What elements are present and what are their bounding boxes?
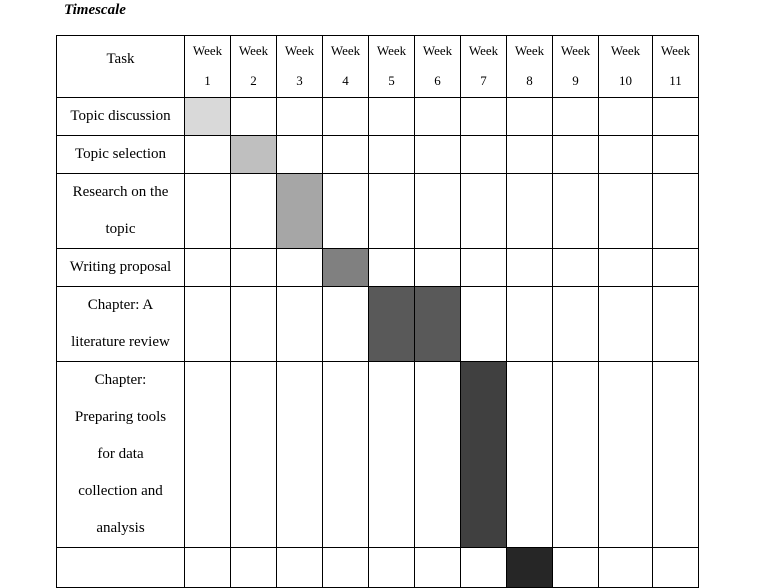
empty-week-cell bbox=[415, 362, 461, 548]
empty-week-cell bbox=[461, 136, 507, 174]
gantt-bar-cell bbox=[277, 174, 323, 249]
task-row bbox=[57, 287, 699, 362]
task-row bbox=[57, 136, 699, 174]
empty-week-cell bbox=[507, 136, 553, 174]
empty-week-cell bbox=[553, 249, 599, 287]
gantt-bar-cell bbox=[507, 548, 553, 588]
gantt-table bbox=[56, 35, 699, 588]
empty-week-cell bbox=[507, 174, 553, 249]
week-8-header bbox=[507, 36, 553, 98]
task-row bbox=[57, 98, 699, 136]
task-name-cell bbox=[57, 98, 185, 136]
empty-week-cell bbox=[323, 287, 369, 362]
empty-week-cell bbox=[507, 362, 553, 548]
empty-week-cell bbox=[323, 548, 369, 588]
empty-week-cell bbox=[461, 287, 507, 362]
empty-week-cell bbox=[653, 174, 699, 249]
task-name-line: Preparing tools bbox=[74, 409, 167, 425]
week-number: 6 bbox=[434, 73, 441, 88]
gantt-bar-cell bbox=[323, 249, 369, 287]
week-label: Week bbox=[238, 43, 269, 58]
week-number: 9 bbox=[572, 73, 579, 88]
task-name-cell bbox=[57, 548, 185, 588]
empty-week-cell bbox=[369, 362, 415, 548]
empty-week-cell bbox=[415, 98, 461, 136]
empty-week-cell bbox=[323, 362, 369, 548]
gantt-bar-cell bbox=[231, 136, 277, 174]
timescale-heading: Timescale bbox=[64, 2, 126, 18]
task-row bbox=[57, 548, 699, 588]
week-3-header bbox=[277, 36, 323, 98]
empty-week-cell bbox=[277, 98, 323, 136]
empty-week-cell bbox=[553, 174, 599, 249]
empty-week-cell bbox=[653, 287, 699, 362]
empty-week-cell bbox=[369, 136, 415, 174]
empty-week-cell bbox=[461, 249, 507, 287]
empty-week-cell bbox=[553, 548, 599, 588]
empty-week-cell bbox=[415, 174, 461, 249]
week-label: Week bbox=[514, 43, 545, 58]
empty-week-cell bbox=[599, 548, 653, 588]
empty-week-cell bbox=[231, 362, 277, 548]
empty-week-cell bbox=[277, 548, 323, 588]
week-1-header bbox=[185, 36, 231, 98]
empty-week-cell bbox=[185, 249, 231, 287]
empty-week-cell bbox=[507, 287, 553, 362]
empty-week-cell bbox=[369, 548, 415, 588]
week-9-header bbox=[553, 36, 599, 98]
week-label: Week bbox=[610, 43, 641, 58]
empty-week-cell bbox=[277, 287, 323, 362]
empty-week-cell bbox=[461, 98, 507, 136]
task-name-line: analysis bbox=[96, 520, 145, 536]
empty-week-cell bbox=[599, 174, 653, 249]
task-name-line: Research on the bbox=[72, 184, 169, 200]
empty-week-cell bbox=[185, 136, 231, 174]
empty-week-cell bbox=[553, 287, 599, 362]
week-label: Week bbox=[422, 43, 453, 58]
task-name-cell bbox=[57, 287, 185, 362]
gantt-bar-cell bbox=[415, 287, 461, 362]
empty-week-cell bbox=[323, 136, 369, 174]
empty-week-cell bbox=[231, 174, 277, 249]
empty-week-cell bbox=[507, 98, 553, 136]
empty-week-cell bbox=[231, 548, 277, 588]
empty-week-cell bbox=[599, 287, 653, 362]
week-number: 10 bbox=[619, 73, 632, 88]
week-label: Week bbox=[192, 43, 223, 58]
week-number: 3 bbox=[296, 73, 303, 88]
week-6-header bbox=[415, 36, 461, 98]
task-name-cell bbox=[57, 362, 185, 548]
gantt-bar-cell bbox=[461, 362, 507, 548]
empty-week-cell bbox=[277, 136, 323, 174]
empty-week-cell bbox=[277, 362, 323, 548]
week-2-header bbox=[231, 36, 277, 98]
empty-week-cell bbox=[323, 174, 369, 249]
task-name-line: literature review bbox=[71, 334, 170, 350]
task-row bbox=[57, 249, 699, 287]
empty-week-cell bbox=[553, 136, 599, 174]
task-row bbox=[57, 362, 699, 548]
empty-week-cell bbox=[323, 98, 369, 136]
empty-week-cell bbox=[461, 548, 507, 588]
week-11-header bbox=[653, 36, 699, 98]
week-label: Week bbox=[560, 43, 591, 58]
week-number: 7 bbox=[480, 73, 487, 88]
empty-week-cell bbox=[277, 249, 323, 287]
task-name-line: topic bbox=[105, 221, 136, 237]
task-name-cell bbox=[57, 174, 185, 249]
empty-week-cell bbox=[653, 136, 699, 174]
empty-week-cell bbox=[553, 98, 599, 136]
empty-week-cell bbox=[461, 174, 507, 249]
empty-week-cell bbox=[415, 136, 461, 174]
week-label: Week bbox=[330, 43, 361, 58]
empty-week-cell bbox=[653, 548, 699, 588]
empty-week-cell bbox=[653, 98, 699, 136]
empty-week-cell bbox=[415, 548, 461, 588]
empty-week-cell bbox=[369, 98, 415, 136]
week-5-header bbox=[369, 36, 415, 98]
gantt-bar-cell bbox=[185, 98, 231, 136]
empty-week-cell bbox=[185, 362, 231, 548]
empty-week-cell bbox=[599, 98, 653, 136]
week-label: Week bbox=[284, 43, 315, 58]
empty-week-cell bbox=[653, 249, 699, 287]
task-name-line: Topic selection bbox=[74, 146, 166, 162]
empty-week-cell bbox=[185, 287, 231, 362]
empty-week-cell bbox=[507, 249, 553, 287]
task-name-cell bbox=[57, 249, 185, 287]
task-name-line: Chapter: A bbox=[87, 297, 154, 313]
week-label: Week bbox=[468, 43, 499, 58]
task-name-line: Writing proposal bbox=[69, 259, 172, 275]
task-name-line: collection and bbox=[78, 483, 163, 499]
week-number: 1 bbox=[204, 73, 211, 88]
empty-week-cell bbox=[185, 174, 231, 249]
task-row bbox=[57, 174, 699, 249]
empty-week-cell bbox=[553, 362, 599, 548]
week-label: Week bbox=[376, 43, 407, 58]
empty-week-cell bbox=[185, 548, 231, 588]
week-7-header bbox=[461, 36, 507, 98]
task-column-header: Task bbox=[57, 36, 185, 98]
empty-week-cell bbox=[415, 249, 461, 287]
empty-week-cell bbox=[231, 287, 277, 362]
task-name-line: Topic discussion bbox=[70, 108, 171, 124]
task-name-cell bbox=[57, 136, 185, 174]
week-number: 8 bbox=[526, 73, 533, 88]
task-name-line: Chapter: bbox=[94, 372, 147, 388]
week-number: 11 bbox=[669, 73, 682, 88]
empty-week-cell bbox=[599, 136, 653, 174]
week-4-header bbox=[323, 36, 369, 98]
gantt-bar-cell bbox=[369, 287, 415, 362]
empty-week-cell bbox=[653, 362, 699, 548]
week-10-header bbox=[599, 36, 653, 98]
empty-week-cell bbox=[231, 98, 277, 136]
header-row bbox=[57, 36, 699, 98]
task-name-line: for data bbox=[97, 446, 144, 462]
week-number: 2 bbox=[250, 73, 257, 88]
empty-week-cell bbox=[599, 249, 653, 287]
week-number: 4 bbox=[342, 73, 349, 88]
empty-week-cell bbox=[231, 249, 277, 287]
empty-week-cell bbox=[369, 174, 415, 249]
week-number: 5 bbox=[388, 73, 395, 88]
empty-week-cell bbox=[599, 362, 653, 548]
empty-week-cell bbox=[369, 249, 415, 287]
week-label: Week bbox=[660, 43, 691, 58]
